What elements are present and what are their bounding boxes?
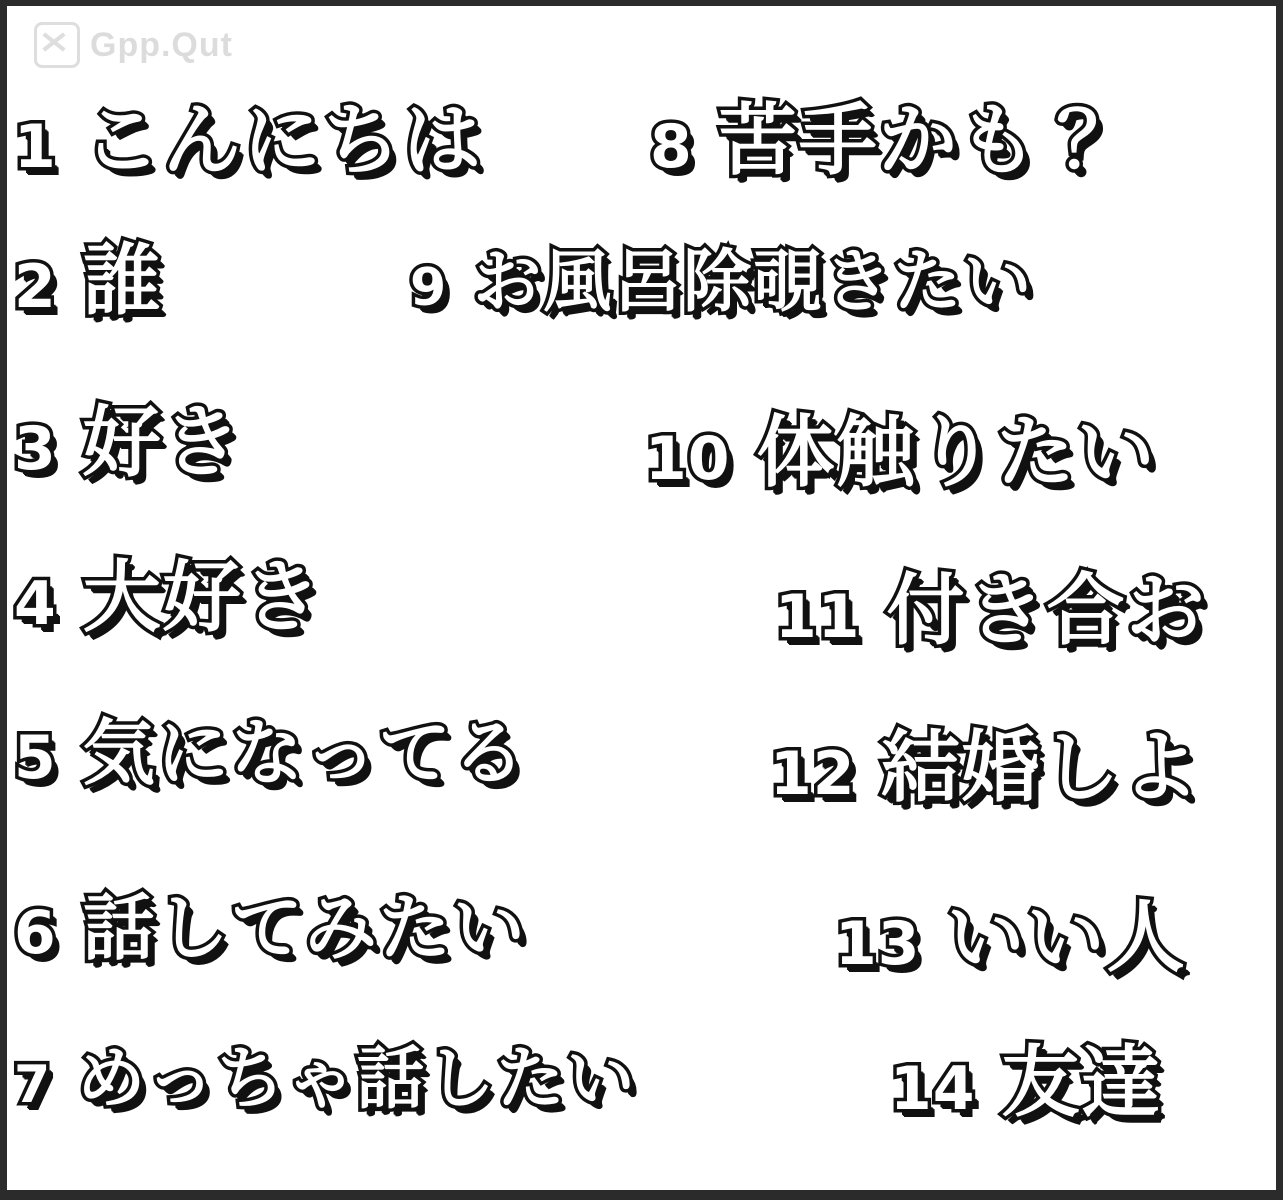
list-item[interactable]: [14, 1025, 637, 1122]
list-item-label: 誰: [82, 236, 163, 326]
list-item[interactable]: [410, 228, 1033, 325]
list-item-number: 10: [645, 424, 731, 494]
list-item[interactable]: [775, 548, 1207, 660]
list-item[interactable]: [770, 705, 1202, 817]
list-item[interactable]: [14, 78, 483, 190]
list-item[interactable]: [14, 380, 243, 492]
list-item-number: 7: [14, 1055, 52, 1115]
list-item-label: 好き: [82, 398, 243, 488]
list-item-number: 2: [14, 252, 57, 322]
list-item-number: 11: [775, 582, 861, 652]
list-item-number: 4: [14, 569, 57, 639]
list-item-number: 1: [14, 112, 57, 182]
list-item[interactable]: [14, 870, 527, 974]
list-item[interactable]: [645, 390, 1157, 502]
list-item-label: 苦手かも？: [718, 96, 1119, 186]
list-item[interactable]: [14, 695, 527, 799]
list-item[interactable]: [14, 218, 163, 330]
list-item-label: お風呂除覗きたい: [473, 243, 1034, 322]
list-item-number: 9: [410, 258, 448, 318]
list-item[interactable]: [890, 1020, 1162, 1132]
list-item-number: 3: [14, 414, 57, 484]
list-item-number: 6: [14, 898, 57, 968]
list-item-label: いい人: [946, 893, 1187, 983]
list-item-label: 大好き: [82, 553, 323, 643]
list-item-label: 付き合お: [886, 566, 1207, 656]
list-item[interactable]: [650, 78, 1119, 190]
list-item-number: 8: [650, 112, 693, 182]
list-item-label: 結婚しよ: [881, 723, 1202, 813]
watermark-label: Gpp.Qut: [90, 25, 233, 64]
list-item[interactable]: [14, 535, 323, 647]
list-item-number: 12: [770, 739, 856, 809]
list-item-number: 14: [890, 1054, 976, 1124]
list-item-label: 気になってる: [82, 711, 527, 795]
list-item[interactable]: [835, 875, 1187, 987]
list-item-label: めっちゃ話したい: [77, 1040, 637, 1119]
list-item-number: 13: [835, 909, 921, 979]
list-item-label: 友達: [1001, 1038, 1162, 1128]
list-item-label: 体触りたい: [756, 408, 1157, 498]
list-item-label: こんにちは: [82, 96, 483, 186]
list-item-label: 話してみたい: [82, 886, 527, 970]
list-item-number: 5: [14, 723, 57, 793]
